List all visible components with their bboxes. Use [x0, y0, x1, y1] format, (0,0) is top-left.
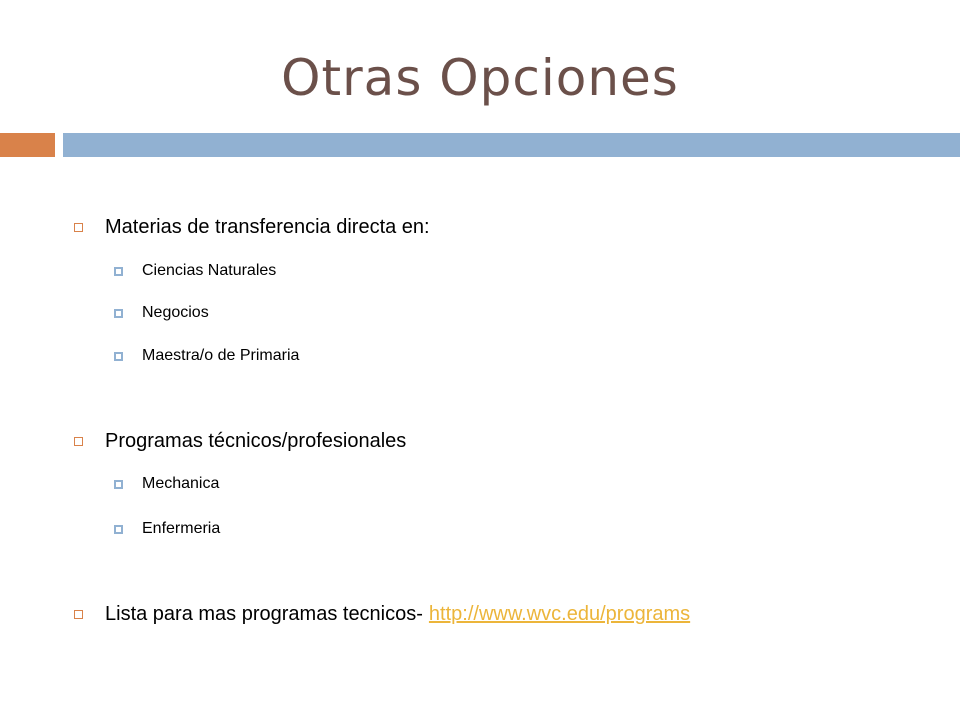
- bullet-text: Materias de transferencia directa en:: [105, 216, 430, 238]
- hollow-square-icon: [74, 437, 83, 446]
- square-bullet-icon: [114, 267, 123, 276]
- hollow-square-icon: [74, 223, 83, 232]
- bullet-item-technical-programs: [74, 430, 406, 453]
- bullet-text: Lista para mas programas tecnicos-: [105, 603, 423, 625]
- programs-link[interactable]: http://www.wvc.edu/programs: [428, 603, 691, 625]
- bullet-text: Programas técnicos/profesionales: [105, 430, 407, 452]
- sub-bullet-item: [114, 262, 276, 280]
- square-bullet-icon: [114, 352, 123, 361]
- sub-bullet-text: Negocios: [142, 304, 209, 321]
- square-bullet-icon: [114, 480, 123, 489]
- square-bullet-icon: [114, 309, 123, 318]
- bullet-item-transfer-subjects: [74, 216, 430, 239]
- slide-title: Otras Opciones: [281, 49, 679, 107]
- sub-bullet-text: Enfermeria: [142, 520, 221, 537]
- sub-bullet-text: Mechanica: [142, 475, 220, 492]
- square-bullet-icon: [114, 525, 123, 534]
- sub-bullet-item: [114, 347, 299, 365]
- sub-bullet-item: [114, 475, 219, 493]
- sub-bullet-text: Maestra/o de Primaria: [142, 347, 300, 364]
- hollow-square-icon: [74, 610, 83, 619]
- bullet-item-more-programs: [74, 603, 690, 626]
- sub-bullet-item: [114, 304, 209, 322]
- sub-bullet-item: [114, 520, 220, 538]
- sub-bullet-text: Ciencias Naturales: [142, 262, 277, 279]
